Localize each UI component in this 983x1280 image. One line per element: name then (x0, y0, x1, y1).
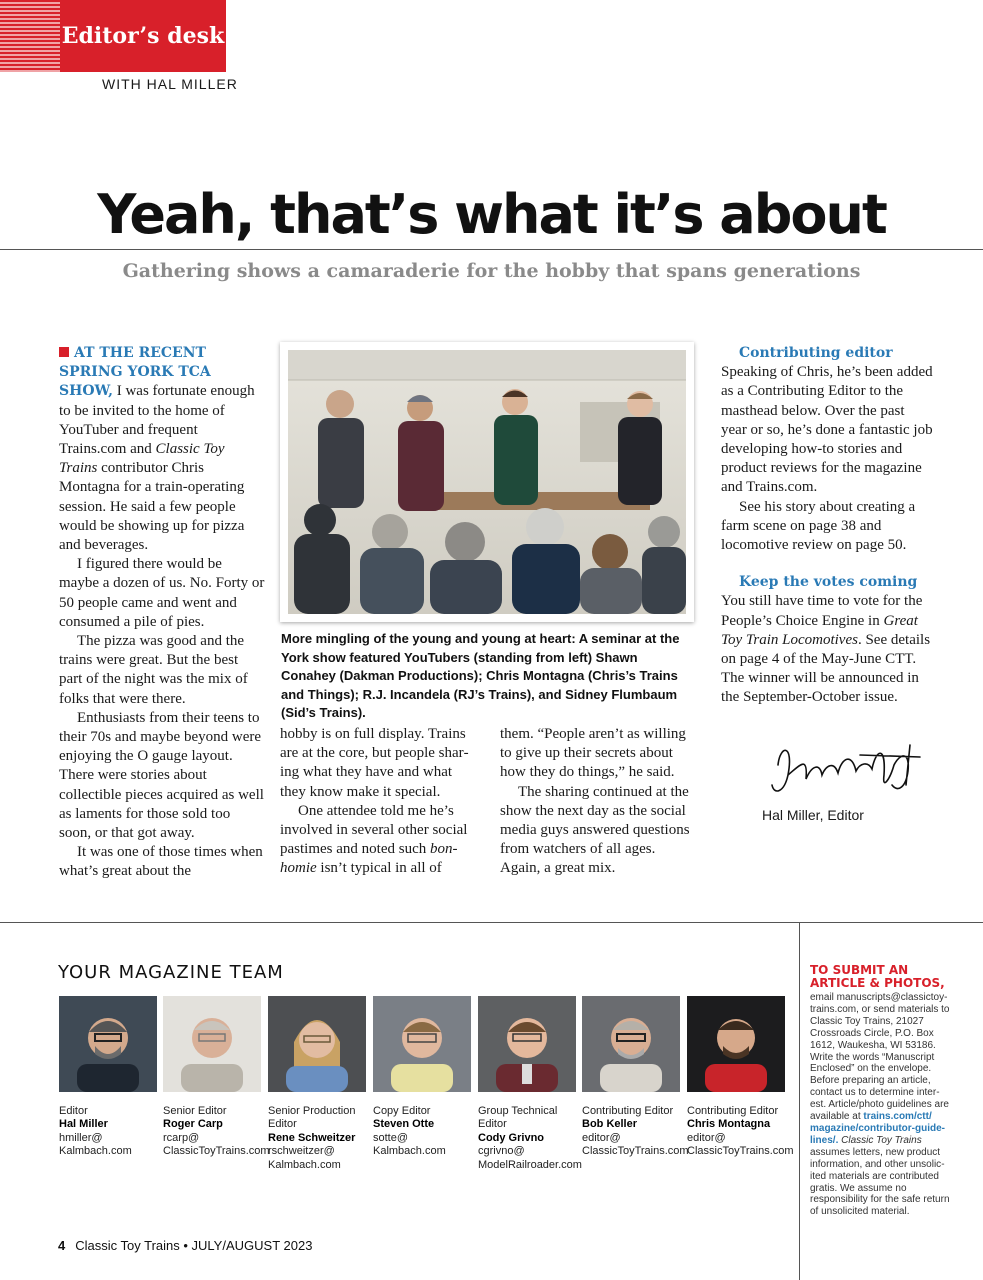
signature-name: Hal Miller, Editor (762, 807, 864, 823)
paragraph: Enthusiasts from their teens to their 70s and maybe beyond were enjoying the O gauge layout. There were stories about collectible pieces acquired as well as laments for those sold too soon, or that got away. (59, 709, 264, 842)
paragraph: them. “People aren’t as willing to give up their secrets about how they do things,” he said. (500, 726, 686, 781)
sidebar-heading: Keep the votes coming (739, 574, 918, 591)
staff-info: Editor Hal Miller hmiller@ Kalmbach.com (59, 1105, 132, 1158)
paragraph: AT THE RECENT SPRING YORK TCA SHOW, I was fortunate enough to be invited to the home of YouTuber and frequent Trains.com and Classic Toy Trains contributor Chris Montagna for a train-operating session. He said a few people would be showing up for pizza and beverages. (59, 345, 255, 554)
deck: Gathering shows a camaraderie for the hobby that spans generations (122, 260, 861, 282)
seminar-photo-image (280, 342, 694, 622)
sidebar-column (721, 344, 933, 708)
paragraph: Speaking of Chris, he’s been added as a Contributing Editor to the masthead below. Over the past year or so, he’s done a fantastic job developing how-to stories and product reviews for the magazine and Trains.com. (721, 364, 933, 496)
masthead-divider (799, 922, 800, 1280)
paragraph: hobby is on full display. Trains are at the core, but people sharing what they have and what they know make it special. (280, 726, 469, 800)
paragraph: The pizza was good and the trains were great. But the best part of the night was the mix of folks that were there. (59, 633, 248, 707)
submit-body: email manuscripts@classictoytrains.com, or send materials to Classic Toy Trains, 21027 Crossroads Circle, P.O. Box 1612, Waukesha, WI 53186. Write the words “Manuscript Enclosed” on the envelope. Before preparing an article, contact us to determine interest. Article/photo guidelines are available at trains.com/ctt/ magazine/contributor-guidelines/. Classic Toy Trains assumes letters, new product information, and other unsolicited materials are contributed gratis. We assume no responsibility for the safe return of unsolicited material. (810, 992, 950, 1218)
staff-photo (59, 996, 157, 1092)
staff-card (268, 996, 368, 1172)
staff-card (582, 996, 689, 1159)
staff-photo (687, 996, 785, 1092)
paragraph: One attendee told me he’s involved in several other social pastimes and noted such bonhomie isn’t typical in all of (280, 802, 468, 877)
sidebar-heading: Contributing editor (739, 345, 893, 361)
photo-caption: More mingling of the young and young at heart: A seminar at the York show featured YouTubers (standing from left) Shawn Conahey (Dakman Productions); Chris Montagna (Chris’s Trains and Things); R.J. Incandela (RJ’s Trains), and Sidney Flumbaum (Sid’s Trains). (281, 631, 680, 720)
header-stripes (0, 0, 60, 72)
seminar-photo (280, 342, 694, 622)
paragraph: See his story about creating a farm scene on page 38 and locomotive review on page 50. (721, 498, 916, 554)
staff-card (59, 996, 159, 1159)
staff-photo (268, 996, 366, 1092)
masthead-rule (0, 922, 983, 923)
paragraph: You still have time to vote for the People’s Choice Engine in Great Toy Train Locomotives. See details on page 4 of the May-June CTT. The winner will be announced in the September-October issue. (721, 593, 931, 706)
folio-text: Classic Toy Trains • JULY/AUGUST 2023 (75, 1238, 313, 1253)
staff-photo (373, 996, 471, 1092)
headline-rule (0, 249, 983, 250)
staff-info: Copy Editor Steven Otte sotte@ Kalmbach.com (373, 1105, 446, 1158)
paragraph: It was one of those times when what’s great about the (59, 844, 263, 880)
staff-card (373, 996, 473, 1159)
staff-info: Group Technical Editor Cody Grivno cgrivno@ ModelRailroader.com (478, 1105, 582, 1171)
editor-signature (760, 735, 940, 805)
team-title: YOUR MAGAZINE TEAM (58, 962, 284, 983)
lead-in: AT THE RECENT SPRING YORK TCA SHOW, (59, 345, 211, 400)
staff-info: Contributing Editor Chris Montagna editor@ ClassicToyTrains.com (687, 1105, 794, 1158)
submit-heading: TO SUBMIT AN ARTICLE & PHOTOS, (810, 963, 945, 990)
page-number: 4 (58, 1238, 66, 1253)
staff-card (478, 996, 582, 1172)
article-column-3 (500, 725, 696, 879)
guidelines-link[interactable]: trains.com/ctt/ magazine/contributor-guidelines/. (810, 1111, 946, 1146)
headline: Yeah, that’s what it’s about (97, 183, 886, 246)
article-column-2 (280, 725, 478, 879)
staff-info: Senior Editor Roger Carp rcarp@ ClassicToyTrains.com (163, 1105, 270, 1158)
bullet-square-icon (59, 347, 69, 357)
staff-card (687, 996, 794, 1159)
paragraph: The sharing continued at the show the next day as the social media guys answered questions from watchers of all ages. Again, a great mix. (500, 783, 690, 877)
staff-photo (478, 996, 576, 1092)
staff-photo (582, 996, 680, 1092)
folio (58, 1238, 312, 1253)
department-tab: Editor’s desk (60, 0, 226, 72)
staff-photo (163, 996, 261, 1092)
staff-info: Contributing Editor Bob Keller editor@ ClassicToyTrains.com (582, 1105, 689, 1158)
paragraph: I figured there would be maybe a dozen of us. No. Forty or 50 people came and went and consumed a pile of pies. (59, 556, 265, 630)
staff-card (163, 996, 270, 1159)
article-column-1 (59, 344, 265, 882)
staff-info: Senior Production Editor Rene Schweitzer rschweitzer@ Kalmbach.com (268, 1105, 356, 1171)
byline: WITH HAL MILLER (102, 76, 238, 92)
